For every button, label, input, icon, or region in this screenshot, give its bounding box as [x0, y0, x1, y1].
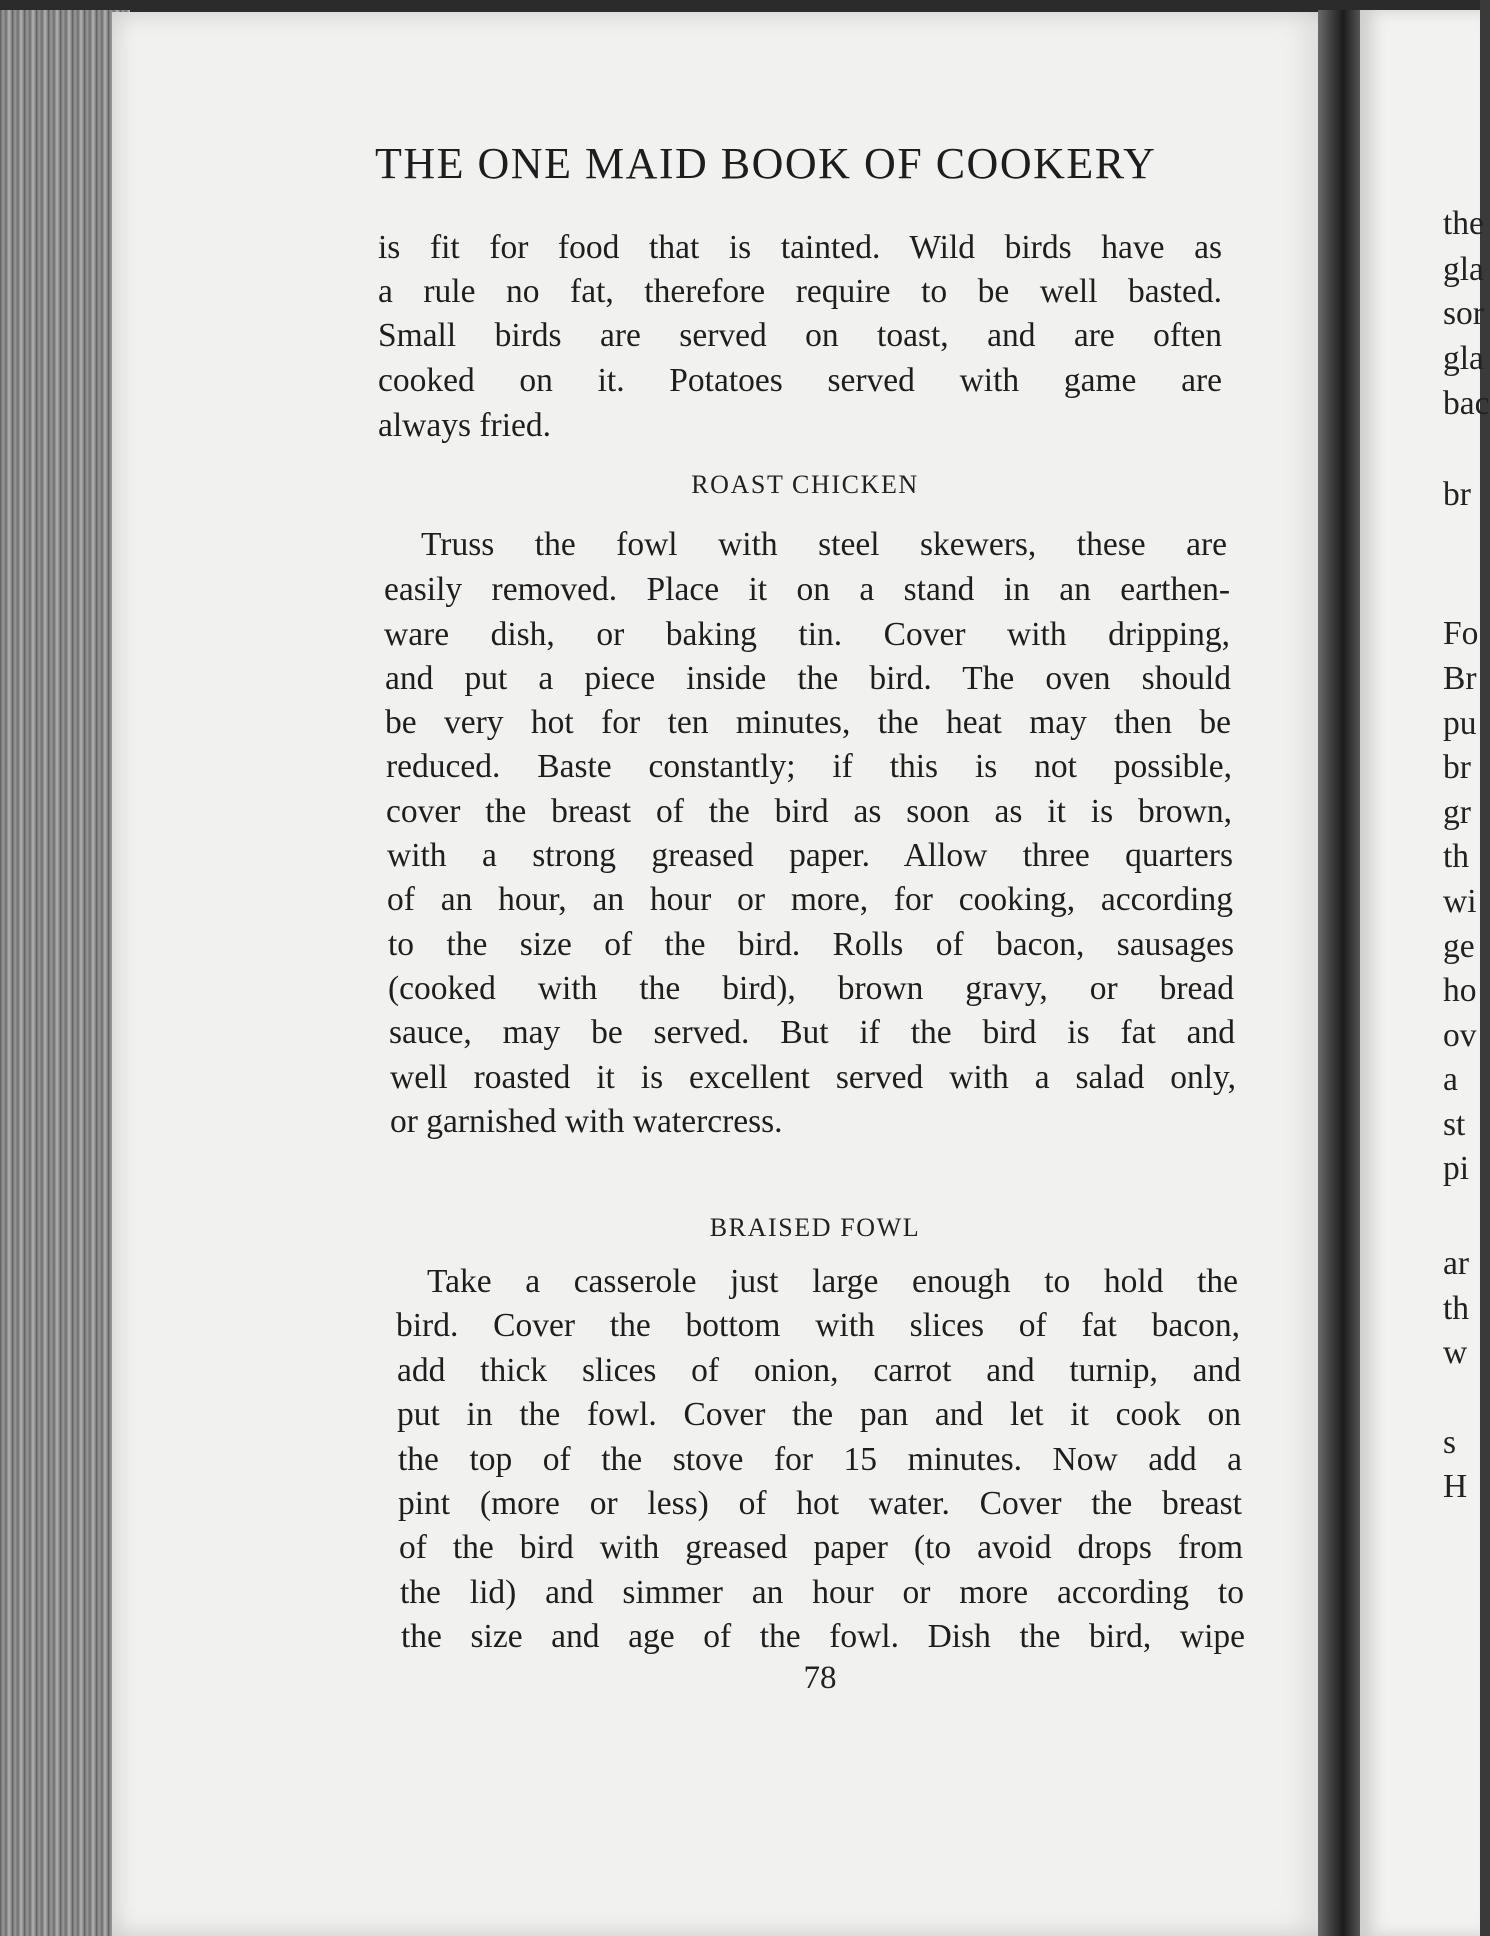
section-heading-roast-chicken: ROAST CHICKEN [691, 470, 919, 499]
right-page-fragment: th [1443, 838, 1470, 875]
roast-chicken-line: sauce, may be served. But if the bird is fat and [389, 1014, 1235, 1051]
roast-chicken-line: of an hour, an hour or more, for cooking, according [387, 881, 1233, 918]
roast-chicken-line: ware dish, or baking tin. Cover with dripping, [384, 616, 1230, 653]
book-gutter [1318, 10, 1360, 1936]
right-page-fragment: gla [1443, 340, 1484, 377]
roast-chicken-line: cover the breast of the bird as soon as it is brown, [386, 793, 1232, 830]
braised-fowl-line: pint (more or less) of hot water. Cover the breast [398, 1485, 1242, 1522]
right-page-fragment: gr [1443, 794, 1471, 831]
intro-line: always fried. [378, 407, 552, 444]
right-page-fragment: gla [1443, 251, 1484, 288]
roast-chicken-line: Truss the fowl with steel skewers, these are [421, 526, 1227, 563]
right-page-fragment: pi [1443, 1150, 1470, 1187]
right-page-fragment: Br [1443, 660, 1477, 697]
braised-fowl-line: of the bird with greased paper (to avoid drops from [399, 1529, 1243, 1566]
intro-line: Small birds are served on toast, and are often [378, 317, 1222, 354]
right-page-fragment: pu [1443, 705, 1477, 742]
section-heading-braised-fowl: BRAISED FOWL [709, 1213, 921, 1242]
roast-chicken-line: reduced. Baste constantly; if this is not possible, [386, 748, 1232, 785]
braised-fowl-line: the lid) and simmer an hour or more according to [400, 1574, 1244, 1611]
running-head: THE ONE MAID BOOK OF COOKERY [375, 139, 1157, 188]
intro-line: is fit for food that is tainted. Wild birds have as [378, 229, 1222, 266]
right-page-fragment: wi [1443, 883, 1477, 920]
braised-fowl-line: bird. Cover the bottom with slices of fat bacon, [396, 1307, 1240, 1344]
intro-line: cooked on it. Potatoes served with game are [378, 362, 1222, 399]
right-page-fragment: br [1443, 476, 1471, 513]
intro-line: a rule no fat, therefore require to be well basted. [378, 273, 1222, 310]
right-page-fragment: bac [1443, 385, 1490, 422]
right-page-fragment: ge [1443, 928, 1475, 965]
right-page-fragment: ov [1443, 1017, 1477, 1054]
right-page-fragment: H [1443, 1468, 1468, 1505]
roast-chicken-line: easily removed. Place it on a stand in an earthen- [384, 571, 1230, 608]
roast-chicken-line: well roasted it is excellent served with a salad only, [390, 1059, 1236, 1096]
right-page-fragment: ar [1443, 1245, 1470, 1282]
braised-fowl-line: Take a casserole just large enough to hold the [427, 1263, 1238, 1300]
braised-fowl-line: add thick slices of onion, carrot and turnip, and [397, 1352, 1241, 1389]
roast-chicken-line: to the size of the bird. Rolls of bacon, sausages [388, 926, 1234, 963]
right-page-fragment: s [1443, 1424, 1457, 1461]
right-page-fragment: w [1443, 1334, 1468, 1371]
right-page-fragment: a [1443, 1061, 1458, 1098]
roast-chicken-line: and put a piece inside the bird. The oven should [385, 660, 1231, 697]
roast-chicken-line: or garnished with watercress. [390, 1103, 783, 1140]
right-page-fragment: br [1443, 749, 1471, 786]
braised-fowl-line: put in the fowl. Cover the pan and let it cook on [397, 1396, 1241, 1433]
roast-chicken-line: be very hot for ten minutes, the heat may then be [385, 704, 1231, 741]
book-page-edges [0, 10, 130, 1936]
right-page-fragment: sor [1443, 295, 1484, 332]
right-page-fragment: ho [1443, 972, 1477, 1009]
roast-chicken-line: (cooked with the bird), brown gravy, or bread [388, 970, 1234, 1007]
page-number: 78 [803, 1660, 837, 1696]
right-page-fragment: Fo [1443, 615, 1479, 652]
braised-fowl-line: the top of the stove for 15 minutes. Now add a [398, 1441, 1242, 1478]
right-page-fragment: the [1443, 205, 1484, 242]
roast-chicken-line: with a strong greased paper. Allow three quarters [387, 837, 1233, 874]
right-page-fragment: st [1443, 1106, 1466, 1143]
braised-fowl-line: the size and age of the fowl. Dish the bird, wipe [401, 1618, 1245, 1655]
right-page-fragment: th [1443, 1290, 1470, 1327]
